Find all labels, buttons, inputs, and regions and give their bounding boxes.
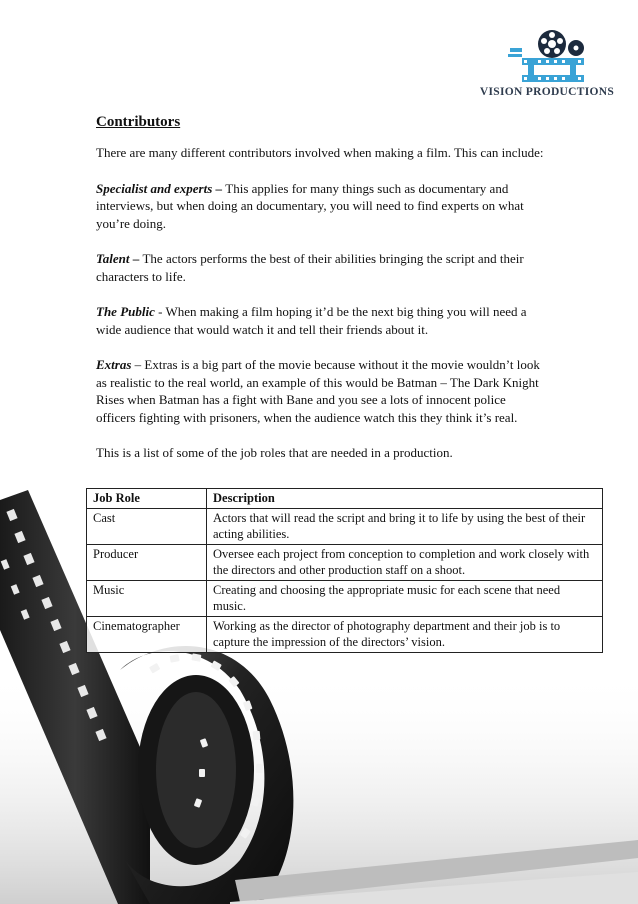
section-talent (96, 250, 546, 285)
section-text: When making a film hoping it’d be the next big thing you will need a wide audience that would watch it and tell their friends about it. (96, 304, 527, 337)
section-term: The Public (96, 304, 155, 319)
table-row (87, 581, 603, 617)
section-text: This applies for many things such as documentary and interviews, but when doing an documentary, you will need to find experts on what you’re doing. (96, 180, 524, 231)
section-separator: – (131, 357, 145, 372)
section-separator: - (154, 304, 166, 319)
company-logo (470, 28, 624, 104)
table-cell-role: Cinematographer (87, 617, 207, 653)
section-separator: – (212, 180, 226, 196)
section-term: Talent (96, 251, 130, 266)
table-cell-role: Cast (87, 509, 207, 545)
table-cell-description: Working as the director of photography department and their job is to capture the impression of the directors’ vision. (207, 617, 603, 653)
section-separator: – (129, 251, 143, 266)
table-row (87, 509, 603, 545)
page-title: Contributors (96, 114, 181, 130)
section-term: Specialist and experts (96, 180, 213, 196)
section-specialists (96, 180, 546, 233)
table-cell-description: Oversee each project from conception to completion and work closely with the directors and other production staff on a shoot. (207, 545, 603, 581)
table-header-row (87, 489, 603, 509)
section-extras (96, 356, 546, 426)
outro-paragraph: This is a list of some of the job roles that are needed in a production. (96, 445, 453, 460)
table-cell-description: Creating and choosing the appropriate music for each scene that need music. (207, 581, 603, 617)
table-row (87, 545, 603, 581)
main-content (96, 112, 546, 480)
table-cell-description: Actors that will read the script and bring it to life by using the best of their acting abilities. (207, 509, 603, 545)
section-term: Extras (96, 357, 132, 372)
column-header-job-role: Job Role (87, 489, 207, 509)
section-text: Extras is a big part of the movie because without it the movie wouldn’t look as realistic to the real world, an example of this would be Batman – The Dark Knight Rises when Batman has a fight with Bane and you see a lots of innocent police officers fighting with prisoners, when the audience watch this they think it’s real. (96, 357, 540, 425)
intro-paragraph: There are many different contributors involved when making a film. This can include: (96, 145, 544, 160)
column-header-description: Description (207, 489, 603, 509)
section-public (96, 303, 546, 338)
table-cell-role: Producer (87, 545, 207, 581)
logo-text: VISION PRODUCTIONS (479, 86, 615, 98)
job-roles-table (86, 488, 603, 653)
table-cell-role: Music (87, 581, 207, 617)
film-reel-camera-icon (508, 28, 586, 84)
section-text: The actors performs the best of their abilities bringing the script and their characters to life. (96, 251, 524, 284)
table-row (87, 617, 603, 653)
